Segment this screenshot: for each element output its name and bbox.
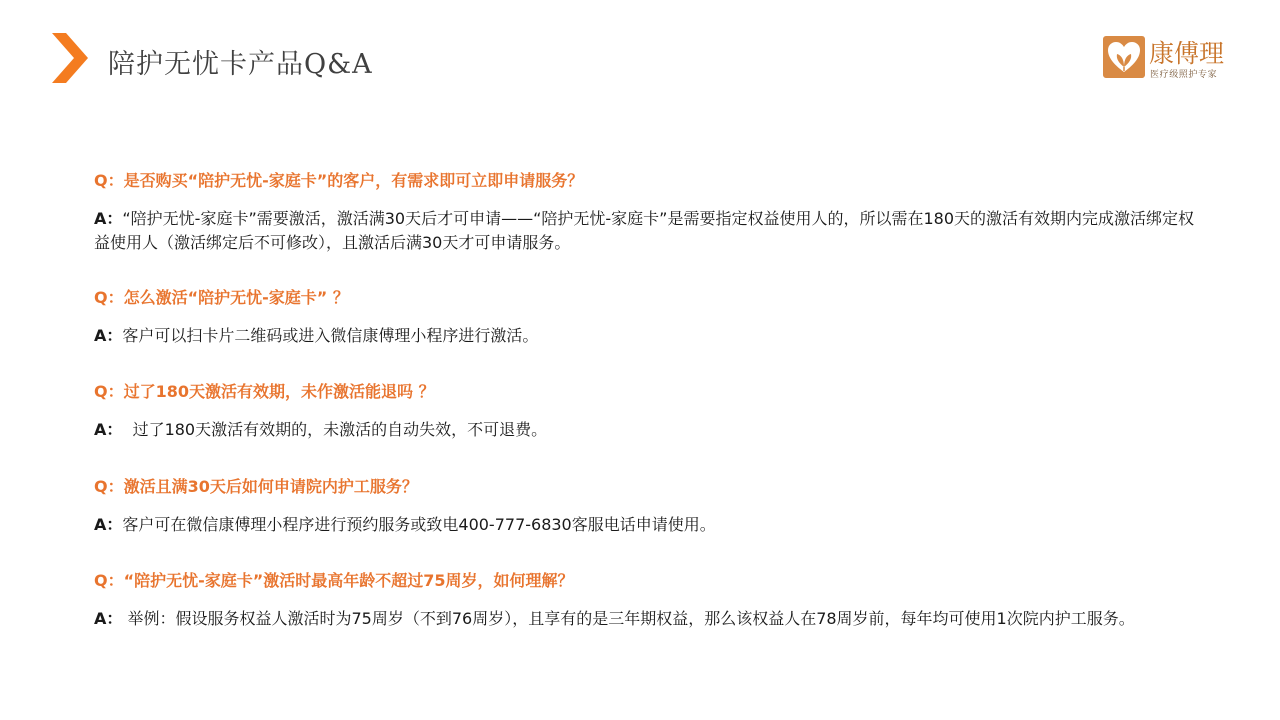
faq-question: Q：是否购买“陪护无忧-家庭卡”的客户，有需求即可立即申请服务？ bbox=[94, 171, 584, 190]
logo-tagline: 医疗级照护专家 bbox=[1150, 70, 1218, 80]
answer-label: A： bbox=[94, 209, 123, 228]
faq-answer bbox=[94, 418, 1194, 442]
faq-answer bbox=[94, 207, 1194, 255]
chevron-right-icon bbox=[50, 33, 90, 83]
faq-answer bbox=[94, 607, 1194, 631]
faq-question: Q：“陪护无忧-家庭卡”激活时最高年龄不超过75周岁，如何理解？ bbox=[94, 571, 574, 590]
heart-leaf-icon bbox=[1103, 36, 1145, 78]
page-title: 陪护无忧卡产品Q&A bbox=[108, 49, 373, 80]
brand-logo bbox=[1103, 36, 1228, 82]
faq-question: Q：过了180天激活有效期，未作激活能退吗 ？ bbox=[94, 382, 435, 401]
logo-wordmark: 康傅理 bbox=[1149, 39, 1225, 68]
answer-label: A： bbox=[94, 326, 123, 345]
faq-question: Q：激活且满30天后如何申请院内护工服务？ bbox=[94, 477, 418, 496]
faq-answer bbox=[94, 324, 1194, 348]
faq-answer bbox=[94, 513, 1194, 537]
answer-text: 举例：假设服务权益人激活时为75周岁（不到76周岁），且享有的是三年期权益，那么该权益人在78周岁前，每年均可使用1次院内护工服务。 bbox=[122, 609, 1135, 628]
answer-text: 过了180天激活有效期的，未激活的自动失效，不可退费。 bbox=[122, 420, 548, 439]
answer-text: 客户可在微信康傅理小程序进行预约服务或致电400-777-6830客服电话申请使用。 bbox=[122, 515, 716, 534]
faq-item bbox=[94, 570, 1194, 631]
answer-text: 客户可以扫卡片二维码或进入微信康傅理小程序进行激活。 bbox=[122, 326, 539, 345]
answer-text: “陪护无忧-家庭卡”需要激活，激活满30天后才可申请——“陪护无忧-家庭卡”是需要指定权益使用人的，所以需在180天的激活有效期内完成激活绑定权益使用人（激活绑定后不可修改），且激活后满30天才可申请服务。 bbox=[94, 209, 1194, 252]
answer-label: A： bbox=[94, 420, 123, 439]
answer-label: A： bbox=[94, 609, 123, 628]
faq-item bbox=[94, 476, 1194, 537]
faq-item bbox=[94, 287, 1194, 348]
faq-item bbox=[94, 170, 1194, 255]
faq-item bbox=[94, 381, 1194, 442]
answer-label: A： bbox=[94, 515, 123, 534]
faq-question: Q：怎么激活“陪护无忧-家庭卡” ？ bbox=[94, 288, 349, 307]
